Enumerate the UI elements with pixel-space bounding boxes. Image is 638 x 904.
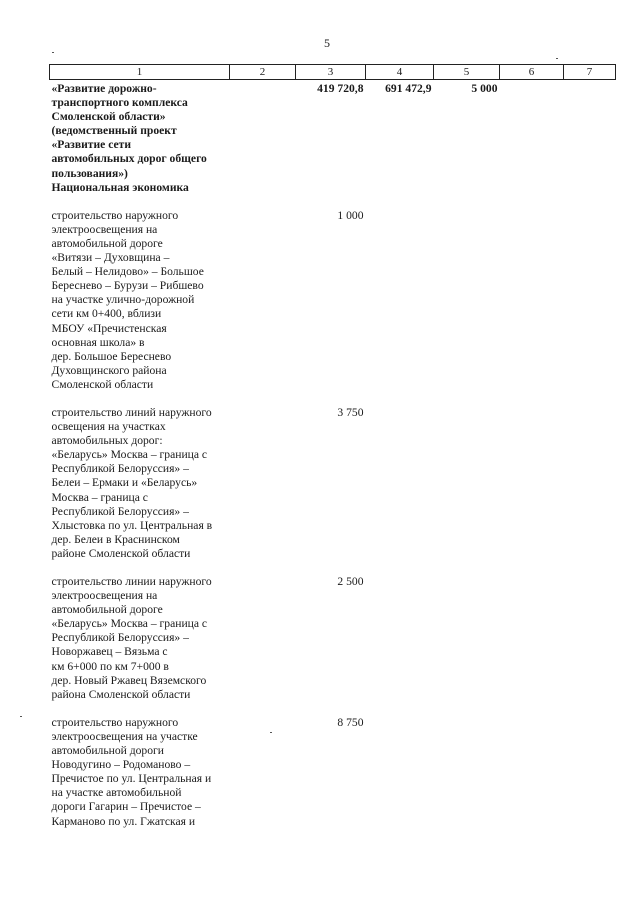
description-line: «Витязи – Духовщина – <box>51 251 170 265</box>
description-line: электроосвещения на <box>51 589 158 603</box>
row-spacer <box>50 702 616 716</box>
description-line: автомобильных дорог: <box>51 434 163 448</box>
description-line: Белеи – Ермаки и «Беларусь» <box>51 476 198 490</box>
description-line: пользования») <box>51 166 128 180</box>
value-cell-5 <box>434 406 500 561</box>
spacer-cell <box>50 561 616 575</box>
value-cell-4 <box>366 209 434 392</box>
table-row <box>50 406 616 561</box>
value-cell-4 <box>366 575 434 702</box>
value-cell-6 <box>500 406 564 561</box>
row-description <box>50 575 230 702</box>
value-cell-5 <box>434 209 500 392</box>
description-line: районе Смоленской области <box>51 546 191 560</box>
column-header-4: 4 <box>366 65 434 80</box>
column-header-1: 1 <box>50 65 230 80</box>
description-line: «Развитие сети <box>51 138 132 152</box>
description-line: Хлыстовка по ул. Центральная в <box>51 518 213 532</box>
column-header-3: 3 <box>296 65 366 80</box>
spacer-cell <box>50 702 616 716</box>
value-cell-2 <box>230 209 296 392</box>
description-line: на участке автомобильной <box>51 786 182 800</box>
description-line: Пречистое по ул. Центральная и <box>51 772 212 786</box>
description-line: электроосвещения на <box>51 222 158 236</box>
value-cell-4: 691 472,9 <box>385 82 432 95</box>
description-line: электроосвещения на участке <box>51 729 198 743</box>
value-cell-5: 5 000 <box>471 82 498 95</box>
scan-speck <box>556 58 558 59</box>
spacer-cell <box>50 195 616 209</box>
description-line: «Беларусь» Москва – граница с <box>51 448 208 462</box>
description-line: строительство наружного <box>51 715 179 729</box>
description-line: Береснево – Бурузи – Рибшево <box>51 279 204 293</box>
scan-speck <box>20 716 22 717</box>
row-description <box>50 716 230 829</box>
row-description <box>50 80 230 195</box>
column-header-6: 6 <box>500 65 564 80</box>
description-line: основная школа» в <box>51 335 145 349</box>
scan-speck <box>52 52 54 53</box>
table-row <box>50 575 616 702</box>
description-line: дороги Гагарин – Пречистое – <box>51 800 201 814</box>
description-line: автомобильной дороге <box>51 603 163 617</box>
description-line: Национальная экономика <box>51 180 189 194</box>
value-cell-3: 3 750 <box>337 405 364 419</box>
value-cell-7 <box>564 716 616 829</box>
description-line: Смоленской области» <box>51 110 166 124</box>
row-spacer <box>50 195 616 209</box>
description-line: района Смоленской области <box>51 687 191 701</box>
description-line: Новодугино – Родоманово – <box>51 758 191 772</box>
description-line: дер. Большое Береснево <box>51 349 172 363</box>
column-header-2: 2 <box>230 65 296 80</box>
value-cell-7 <box>564 209 616 392</box>
value-cell-3: 1 000 <box>337 208 364 222</box>
description-line: строительство наружного <box>51 208 179 222</box>
value-cell-3: 2 500 <box>337 575 364 588</box>
description-line: Карманово по ул. Гжатская и <box>51 814 196 828</box>
row-description <box>50 406 230 561</box>
row-spacer <box>50 561 616 575</box>
value-cell-6 <box>500 716 564 829</box>
scan-speck <box>270 732 272 733</box>
description-line: «Развитие дорожно- <box>51 82 157 95</box>
value-cell-7 <box>564 80 616 195</box>
table-row <box>50 716 616 829</box>
row-description <box>50 209 230 392</box>
description-line: Новоржавец – Вязьма с <box>51 645 168 659</box>
description-line: освещения на участках <box>51 420 166 434</box>
value-cell-7 <box>564 575 616 702</box>
value-cell-4 <box>366 716 434 829</box>
value-cell-4 <box>366 406 434 561</box>
column-number-header-row <box>50 65 616 80</box>
description-line: «Беларусь» Москва – граница с <box>51 617 208 631</box>
description-line: Духовщинского района <box>51 363 167 377</box>
description-line: строительство линии наружного <box>51 575 212 588</box>
description-line: Республикой Белоруссия» – <box>51 504 189 518</box>
value-cell-5 <box>434 575 500 702</box>
row-spacer <box>50 392 616 406</box>
description-line: на участке улично-дорожной <box>51 293 195 307</box>
description-line: (ведомственный проект <box>51 124 177 138</box>
budget-table <box>49 64 616 829</box>
value-cell-6 <box>500 209 564 392</box>
description-line: дер. Новый Ржавец Вяземского <box>51 673 207 687</box>
description-line: автомобильной дороги <box>51 744 164 758</box>
page-number: 5 <box>324 36 330 50</box>
table-row <box>50 209 616 392</box>
description-line: строительство линий наружного <box>51 405 212 419</box>
description-line: Белый – Нелидово» – Большое <box>51 265 204 279</box>
description-line: Москва – граница с <box>51 490 148 504</box>
description-line: км 6+000 по км 7+000 в <box>51 659 169 673</box>
value-cell-3: 419 720,8 <box>317 82 364 95</box>
column-header-7: 7 <box>564 65 616 80</box>
description-line: дер. Белеи в Краснинском <box>51 532 180 546</box>
program-row <box>50 80 616 195</box>
description-line: сети км 0+400, вблизи <box>51 307 162 321</box>
value-cell-2 <box>230 406 296 561</box>
value-cell-2 <box>230 80 296 195</box>
description-line: МБОУ «Пречистенская <box>51 321 167 335</box>
value-cell-5 <box>434 716 500 829</box>
description-line: автомобильной дороге <box>51 236 163 250</box>
description-line: транспортного комплекса <box>51 96 188 110</box>
spacer-cell <box>50 392 616 406</box>
description-line: автомобильных дорог общего <box>51 152 207 166</box>
value-cell-2 <box>230 575 296 702</box>
value-cell-3: 8 750 <box>337 715 364 729</box>
value-cell-7 <box>564 406 616 561</box>
column-header-5: 5 <box>434 65 500 80</box>
description-line: Республикой Белоруссия» – <box>51 631 189 645</box>
value-cell-2 <box>230 716 296 829</box>
description-line: Республикой Белоруссия» – <box>51 462 189 476</box>
description-line: Смоленской области <box>51 377 154 391</box>
value-cell-6 <box>500 80 564 195</box>
value-cell-6 <box>500 575 564 702</box>
